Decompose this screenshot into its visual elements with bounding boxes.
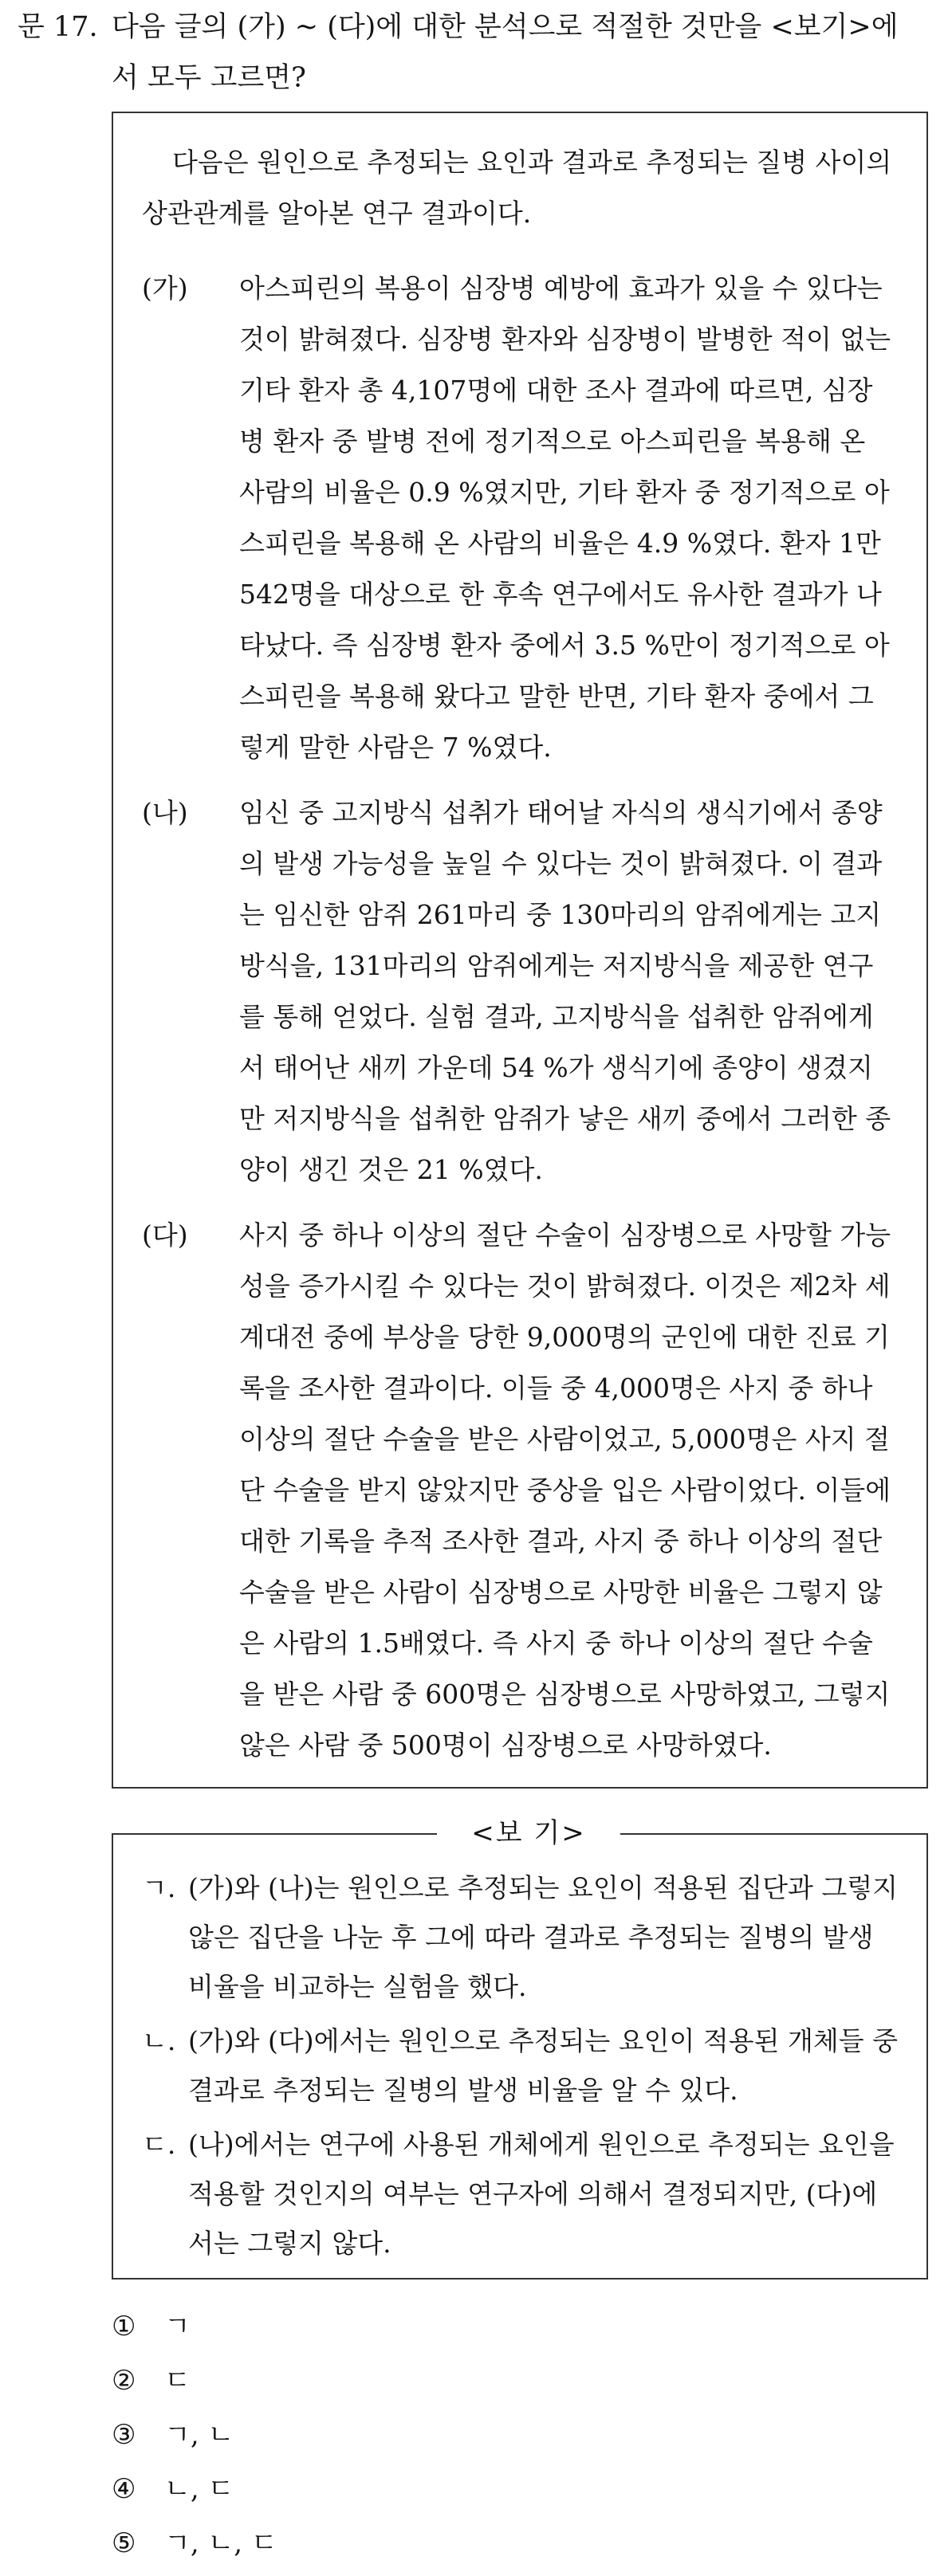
passage-item-text: 사지 중 하나 이상의 절단 수술이 심장병으로 사망할 가능성을 증가시킬 수 있다는 것이 밝혀졌다. 이것은 제2차 세계대전 중에 부상을 당한 9,000명의 군인에 대한 진료 기록을 조사한 결과이다. 이들 중 4,000명은 사지 중 하나 이상의 절단 수술을 받은 사람이었고, 5,000명은 사지 절단 수술을 받지 않았지만 중상을 입은 사람이었다. 이들에 대한 기록을 추적 조사한 결과, 사지 중 하나 이상의 절단 수술을 받은 사람이 심장병으로 사망한 비율은 그렇지 않은 사람의 1.5배였다. 즉 사지 중 하나 이상의 절단 수술을 받은 사람 중 600명은 심장병으로 사망하였고, 그렇지 않은 사람 중 500명이 심장병으로 사망하였다. — [239, 1219, 891, 1761]
choice-text: ㄷ — [164, 2365, 191, 2397]
bogi-box — [112, 1833, 928, 2280]
answer-choices — [112, 2299, 670, 2570]
choice-2[interactable] — [112, 2354, 670, 2408]
bogi-item-digeut — [142, 2120, 898, 2268]
bogi-item-label: ㄷ. — [142, 2129, 176, 2160]
passage-item-text: 아스피린의 복용이 심장병 예방에 효과가 있을 수 있다는 것이 밝혀졌다. 심장병 환자와 심장병이 발병한 적이 없는 기타 환자 총 4,107명에 대한 조사 결과에 따르면, 심장병 환자 중 발병 전에 정기적으로 아스피린을 복용해 온 사람의 비율은 0.9 %였지만, 기타 환자 중 정기적으로 아스피린을 복용해 온 사람의 비율은 4.9 %였다. 환자 1만 542명을 대상으로 한 후속 연구에서도 유사한 결과가 나타났다. 즉 심장병 환자 중에서 3.5 %만이 정기적으로 아스피린을 복용해 왔다고 말한 반면, 기타 환자 중에서 그렇게 말한 사람은 7 %였다. — [239, 273, 891, 763]
question-number: 문 17. — [18, 11, 98, 43]
question-text: 다음 글의 (가) ~ (다)에 대한 분석으로 적절한 것만을 <보기>에서 모두 고르면? — [112, 11, 899, 94]
bogi-item-nieun — [142, 2016, 898, 2115]
choice-marker: ④ — [112, 2473, 136, 2505]
passage-item-da — [142, 1210, 898, 1771]
passage-item-label: (나) — [142, 797, 188, 828]
bogi-item-label: ㄴ. — [142, 2025, 176, 2056]
choice-text: ㄱ, ㄴ — [164, 2419, 234, 2451]
passage-box — [112, 112, 928, 1789]
choice-marker: ③ — [112, 2419, 136, 2451]
choice-marker: ⑤ — [112, 2527, 136, 2559]
choice-marker: ② — [112, 2365, 136, 2397]
bogi-item-label: ㄱ. — [142, 1872, 176, 1903]
bogi-item-text: (가)와 (다)에서는 원인으로 추정되는 요인이 적용된 개체들 중 결과로 추정되는 질병의 발생 비율을 알 수 있다. — [188, 2025, 898, 2106]
choice-text: ㄴ, ㄷ — [164, 2473, 234, 2505]
bogi-item-text: (나)에서는 연구에 사용된 개체에게 원인으로 추정되는 요인을 적용할 것인지의 여부는 연구자에 의해서 결정되지만, (다)에서는 그렇지 않다. — [188, 2129, 895, 2259]
passage-intro: 다음은 원인으로 추정되는 요인과 결과로 추정되는 질병 사이의 상관관계를 알아본 연구 결과이다. — [142, 147, 892, 229]
choice-1[interactable] — [112, 2299, 670, 2354]
bogi-item-giyeok — [142, 1863, 898, 2012]
choice-3[interactable] — [112, 2408, 670, 2462]
passage-item-text: 임신 중 고지방식 섭취가 태어날 자식의 생식기에서 종양의 발생 가능성을 높일 수 있다는 것이 밝혀졌다. 이 결과는 임신한 암쥐 261마리 중 130마리의 암쥐에게는 고지방식을, 131마리의 암쥐에게는 저지방식을 제공한 연구를 통해 얻었다. 실험 결과, 고지방식을 섭취한 암쥐에게서 태어난 새끼 가운데 54 %가 생식기에 종양이 생겼지만 저지방식을 섭취한 암쥐가 낳은 새끼 중에서 그러한 종양이 생긴 것은 21 %였다. — [239, 797, 891, 1185]
passage-item-ga — [142, 263, 898, 773]
choice-5[interactable] — [112, 2516, 670, 2570]
choice-marker: ① — [112, 2311, 136, 2342]
choice-text: ㄱ — [164, 2311, 191, 2342]
passage-item-label: (가) — [142, 273, 188, 304]
passage-item-na — [142, 787, 898, 1196]
choice-4[interactable] — [112, 2462, 670, 2516]
choice-text: ㄱ, ㄴ, ㄷ — [164, 2527, 277, 2559]
bogi-title: <보 기> — [437, 1816, 620, 1851]
bogi-item-text: (가)와 (나)는 원인으로 추정되는 요인이 적용된 집단과 그렇지 않은 집단을 나눈 후 그에 따라 결과로 추정되는 질병의 발생 비율을 비교하는 실험을 했다. — [188, 1872, 898, 2002]
passage-item-label: (다) — [142, 1219, 188, 1251]
